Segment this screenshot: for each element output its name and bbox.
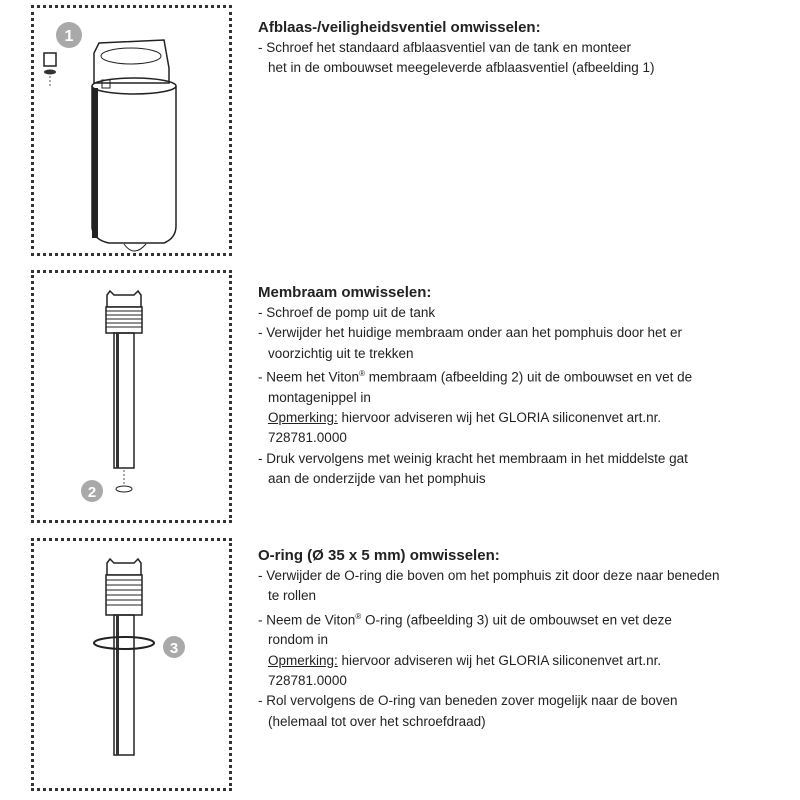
instruction-line: te rollen — [268, 588, 317, 604]
instruction-line: aan de onderzijde van het pomphuis — [268, 470, 486, 486]
figure-badge-1: 1 — [64, 28, 74, 45]
tank-illustration — [34, 8, 229, 253]
instruction-line — [258, 607, 778, 631]
note-label: Opmerking: — [268, 409, 338, 425]
article-number: 728781.0000 — [268, 672, 347, 688]
instruction-line: - Druk vervolgens met weinig kracht het membraam in het middelste gat — [258, 450, 688, 466]
text: - Neem de Viton — [258, 612, 356, 628]
instruction-line: montagenippel in — [268, 389, 371, 405]
instruction-line — [258, 364, 778, 388]
instruction-line: (helemaal tot over het schroefdraad) — [268, 713, 486, 729]
section-membrane — [258, 283, 778, 489]
section-o-ring — [258, 546, 778, 732]
note-line — [258, 408, 778, 428]
article-number: 728781.0000 — [268, 430, 347, 446]
figure-1-frame — [31, 5, 232, 256]
instruction-line: rondom in — [268, 632, 329, 648]
pump-membrane-illustration — [34, 273, 229, 520]
section-title: O-ring (Ø 35 x 5 mm) omwisselen: — [258, 547, 500, 564]
figure-badge-3: 3 — [169, 640, 179, 657]
text: membraam (afbeelding 2) uit de ombouwset en vet de — [364, 369, 693, 385]
instruction-line: - Verwijder de O-ring die boven om het pomphuis zit door deze naar beneden — [258, 568, 720, 583]
instruction-line: - Schroef de pomp uit de tank — [258, 305, 436, 320]
registered-mark: ® — [355, 611, 362, 621]
instruction-line: voorzichtig uit te trekken — [268, 345, 414, 361]
note-line — [258, 651, 778, 671]
section-title: Membraam omwisselen: — [258, 284, 432, 301]
instruction-line: - Rol vervolgens de O-ring van beneden zover mogelijk naar de boven — [258, 693, 678, 709]
note-label: Opmerking: — [268, 652, 338, 668]
registered-mark: ® — [359, 368, 365, 378]
figure-3-frame — [31, 538, 232, 791]
text: - Neem het Viton — [258, 369, 360, 385]
note-text: hiervoor adviseren wij het GLORIA siliconenvet art.nr. — [337, 652, 662, 668]
section-title: Afblaas-/veiligheidsventiel omwisselen: — [258, 19, 541, 36]
instruction-line: het in de ombouwset meegeleverde afblaasventiel (afbeelding 1) — [268, 60, 655, 76]
section-safety-valve — [258, 18, 778, 79]
pump-oring-illustration — [34, 541, 229, 788]
note-text: hiervoor adviseren wij het GLORIA siliconenvet art.nr. — [337, 409, 662, 425]
instruction-line: - Schroef het standaard afblaasventiel van de tank en monteer — [258, 40, 631, 55]
figure-badge-2: 2 — [87, 484, 97, 501]
text: O-ring (afbeelding 3) uit de ombouwset en vet deze — [361, 612, 672, 628]
instruction-line: - Verwijder het huidige membraam onder aan het pomphuis door het er — [258, 325, 682, 341]
figure-2-frame — [31, 270, 232, 523]
